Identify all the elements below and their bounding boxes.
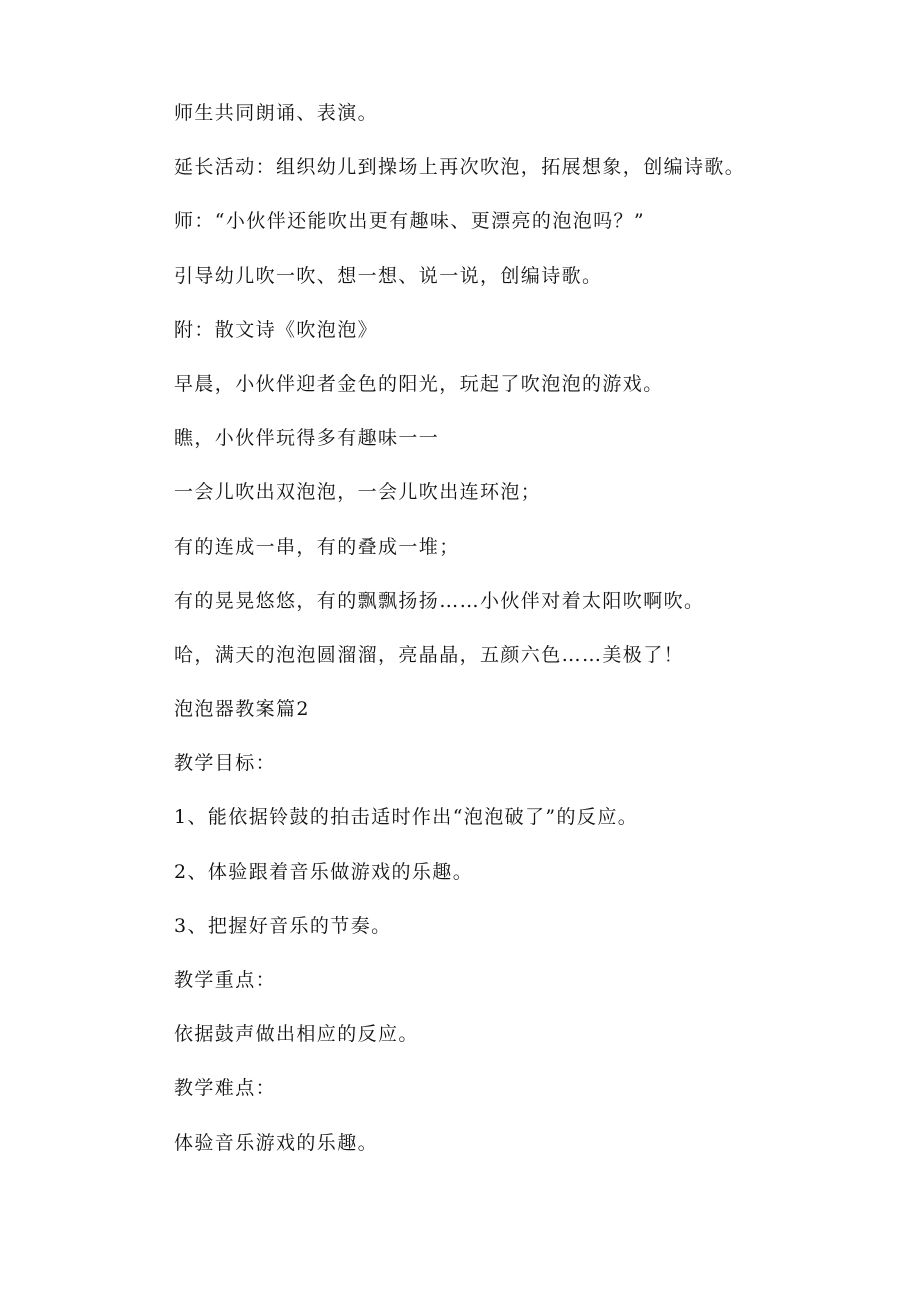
poem-line-6: 哈，满天的泡泡圆溜溜，亮晶晶，五颜六色……美极了！: [174, 643, 685, 666]
difficulty-text: 体验音乐游戏的乐趣。: [174, 1131, 379, 1154]
goal-item-1: 1、能依据铃鼓的拍击适时作出“泡泡破了”的反应。: [174, 806, 639, 829]
heading-teaching-goals: 教学目标：: [174, 752, 277, 775]
poem-line-4: 有的连成一串，有的叠成一堆；: [174, 535, 460, 558]
poem-line-2: 瞧，小伙伴玩得多有趣味一一: [174, 427, 440, 450]
document-body: [174, 96, 894, 1180]
paragraph-guide-children: 引导幼儿吹一吹、想一想、说一说，创编诗歌。: [174, 264, 603, 287]
poem-line-5: 有的晃晃悠悠，有的飘飘扬扬……小伙伴对着太阳吹啊吹。: [174, 589, 705, 612]
heading-difficulties: 教学难点：: [174, 1077, 277, 1100]
poem-line-3: 一会儿吹出双泡泡，一会儿吹出连环泡；: [174, 481, 542, 504]
section-heading-lesson-2: 泡泡器教案篇2: [174, 698, 310, 721]
goal-item-2: 2、体验跟着音乐做游戏的乐趣。: [174, 860, 474, 883]
paragraph-activity-recital: 师生共同朗诵、表演。: [174, 102, 379, 124]
poem-line-1: 早晨，小伙伴迎者金色的阳光，玩起了吹泡泡的游戏。: [174, 372, 664, 395]
goal-item-3: 3、把握好音乐的节奏。: [174, 914, 392, 937]
paragraph-appendix-title: 附：散文诗《吹泡泡》: [174, 318, 379, 341]
key-point-text: 依据鼓声做出相应的反应。: [174, 1023, 419, 1046]
paragraph-extension-activity: 延长活动：组织幼儿到操场上再次吹泡，拓展想象，创编诗歌。: [174, 156, 746, 179]
heading-key-points: 教学重点：: [174, 969, 277, 991]
paragraph-teacher-question: 师：“小伙伴还能吹出更有趣味、更漂亮的泡泡吗？”: [174, 210, 646, 233]
